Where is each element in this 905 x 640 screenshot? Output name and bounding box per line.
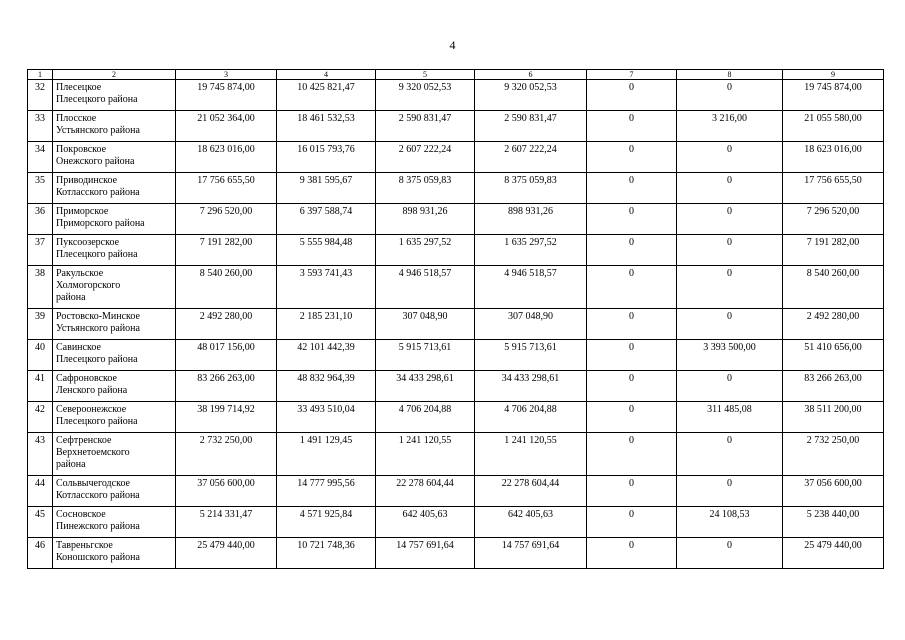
amount-cell: 1 635 297,52 [475, 235, 587, 266]
amount-cell: 19 745 874,00 [783, 80, 884, 111]
amount-cell: 1 635 297,52 [376, 235, 475, 266]
amount-cell: 1 241 120,55 [475, 433, 587, 476]
amount-cell: 1 241 120,55 [376, 433, 475, 476]
amount-cell: 25 479 440,00 [176, 538, 277, 569]
table-row [28, 309, 884, 340]
amount-cell: 898 931,26 [475, 204, 587, 235]
amount-cell: 48 832 964,39 [277, 371, 376, 402]
amount-cell: 6 397 588,74 [277, 204, 376, 235]
amount-cell: 2 590 831,47 [376, 111, 475, 142]
table-row [28, 340, 884, 371]
municipality-name-cell: Пуксоозерское Плесецкого района [53, 235, 176, 266]
amount-cell: 0 [587, 433, 677, 476]
table-row [28, 538, 884, 569]
table-row [28, 173, 884, 204]
amount-cell: 8 375 059,83 [475, 173, 587, 204]
amount-cell: 33 493 510,04 [277, 402, 376, 433]
table-row [28, 402, 884, 433]
amount-cell: 38 511 200,00 [783, 402, 884, 433]
amount-cell: 1 491 129,45 [277, 433, 376, 476]
amount-cell: 18 623 016,00 [176, 142, 277, 173]
municipality-name-cell: Сольвычегодское Котласского района [53, 476, 176, 507]
municipality-name-cell: Североонежское Плесецкого района [53, 402, 176, 433]
column-header-8: 8 [677, 70, 783, 80]
amount-cell: 0 [587, 476, 677, 507]
table-row [28, 266, 884, 309]
amount-cell: 5 555 984,48 [277, 235, 376, 266]
amount-cell: 2 492 280,00 [176, 309, 277, 340]
table-header-row [28, 70, 884, 80]
amount-cell: 9 320 052,53 [376, 80, 475, 111]
municipality-name-cell: Сосновское Пинежского района [53, 507, 176, 538]
row-number-cell: 38 [28, 266, 53, 309]
amount-cell: 5 915 713,61 [376, 340, 475, 371]
amount-cell: 24 108,53 [677, 507, 783, 538]
amount-cell: 9 320 052,53 [475, 80, 587, 111]
municipality-name-cell: Савинское Плесецкого района [53, 340, 176, 371]
amount-cell: 5 214 331,47 [176, 507, 277, 538]
amount-cell: 0 [677, 433, 783, 476]
amount-cell: 25 479 440,00 [783, 538, 884, 569]
amount-cell: 4 571 925,84 [277, 507, 376, 538]
amount-cell: 17 756 655,50 [783, 173, 884, 204]
amount-cell: 0 [677, 371, 783, 402]
amount-cell: 34 433 298,61 [475, 371, 587, 402]
amount-cell: 0 [677, 538, 783, 569]
table-row [28, 476, 884, 507]
row-number-cell: 40 [28, 340, 53, 371]
amount-cell: 0 [677, 235, 783, 266]
column-header-5: 5 [376, 70, 475, 80]
amount-cell: 2 607 222,24 [376, 142, 475, 173]
municipality-name-cell: Ростовско-Минское Устьянского района [53, 309, 176, 340]
amount-cell: 2 732 250,00 [783, 433, 884, 476]
row-number-cell: 32 [28, 80, 53, 111]
amount-cell: 0 [587, 111, 677, 142]
page-number: 4 [449, 38, 456, 52]
amount-cell: 48 017 156,00 [176, 340, 277, 371]
amount-cell: 0 [587, 235, 677, 266]
table-body [28, 80, 884, 569]
municipality-name-cell: Приморское Приморского района [53, 204, 176, 235]
amount-cell: 7 296 520,00 [783, 204, 884, 235]
amount-cell: 642 405,63 [475, 507, 587, 538]
table-row [28, 433, 884, 476]
amount-cell: 2 732 250,00 [176, 433, 277, 476]
table-row [28, 235, 884, 266]
amount-cell: 0 [587, 204, 677, 235]
table-row [28, 507, 884, 538]
amount-cell: 10 721 748,36 [277, 538, 376, 569]
amount-cell: 17 756 655,50 [176, 173, 277, 204]
amount-cell: 0 [587, 173, 677, 204]
table-row [28, 142, 884, 173]
amount-cell: 37 056 600,00 [176, 476, 277, 507]
amount-cell: 14 757 691,64 [376, 538, 475, 569]
amount-cell: 0 [587, 402, 677, 433]
amount-cell: 2 492 280,00 [783, 309, 884, 340]
amount-cell: 3 593 741,43 [277, 266, 376, 309]
row-number-cell: 46 [28, 538, 53, 569]
row-number-cell: 43 [28, 433, 53, 476]
amount-cell: 0 [587, 371, 677, 402]
amount-cell: 9 381 595,67 [277, 173, 376, 204]
amount-cell: 8 375 059,83 [376, 173, 475, 204]
table-row [28, 111, 884, 142]
row-number-cell: 45 [28, 507, 53, 538]
amount-cell: 0 [587, 507, 677, 538]
amount-cell: 311 485,08 [677, 402, 783, 433]
amount-cell: 0 [587, 142, 677, 173]
municipality-name-cell: Приводинское Котласского района [53, 173, 176, 204]
amount-cell: 4 706 204,88 [376, 402, 475, 433]
amount-cell: 0 [587, 266, 677, 309]
amount-cell: 22 278 604,44 [376, 476, 475, 507]
amount-cell: 83 266 263,00 [176, 371, 277, 402]
amount-cell: 0 [587, 309, 677, 340]
column-header-4: 4 [277, 70, 376, 80]
amount-cell: 0 [677, 204, 783, 235]
amount-cell: 0 [677, 80, 783, 111]
amount-cell: 0 [677, 266, 783, 309]
municipality-name-cell: Ракульское Холмогорского района [53, 266, 176, 309]
amount-cell: 5 238 440,00 [783, 507, 884, 538]
municipality-name-cell: Плесецкое Плесецкого района [53, 80, 176, 111]
amount-cell: 3 216,00 [677, 111, 783, 142]
amount-cell: 0 [677, 309, 783, 340]
municipality-name-cell: Сафроновское Ленского района [53, 371, 176, 402]
amount-cell: 2 185 231,10 [277, 309, 376, 340]
amount-cell: 51 410 656,00 [783, 340, 884, 371]
amount-cell: 0 [587, 80, 677, 111]
amount-cell: 0 [677, 142, 783, 173]
row-number-cell: 35 [28, 173, 53, 204]
amount-cell: 16 015 793,76 [277, 142, 376, 173]
amount-cell: 4 706 204,88 [475, 402, 587, 433]
row-number-cell: 44 [28, 476, 53, 507]
amount-cell: 14 777 995,56 [277, 476, 376, 507]
column-header-2: 2 [53, 70, 176, 80]
amount-cell: 2 590 831,47 [475, 111, 587, 142]
column-header-3: 3 [176, 70, 277, 80]
amount-cell: 42 101 442,39 [277, 340, 376, 371]
row-number-cell: 39 [28, 309, 53, 340]
amount-cell: 0 [677, 476, 783, 507]
amount-cell: 83 266 263,00 [783, 371, 884, 402]
amount-cell: 307 048,90 [376, 309, 475, 340]
table-row [28, 80, 884, 111]
amount-cell: 37 056 600,00 [783, 476, 884, 507]
column-header-7: 7 [587, 70, 677, 80]
amount-cell: 38 199 714,92 [176, 402, 277, 433]
table-row [28, 204, 884, 235]
amount-cell: 307 048,90 [475, 309, 587, 340]
row-number-cell: 36 [28, 204, 53, 235]
amount-cell: 0 [677, 173, 783, 204]
row-number-cell: 33 [28, 111, 53, 142]
amount-cell: 4 946 518,57 [475, 266, 587, 309]
amount-cell: 642 405,63 [376, 507, 475, 538]
amount-cell: 18 461 532,53 [277, 111, 376, 142]
data-table [27, 69, 884, 569]
amount-cell: 22 278 604,44 [475, 476, 587, 507]
amount-cell: 5 915 713,61 [475, 340, 587, 371]
amount-cell: 21 055 580,00 [783, 111, 884, 142]
amount-cell: 4 946 518,57 [376, 266, 475, 309]
amount-cell: 3 393 500,00 [677, 340, 783, 371]
amount-cell: 10 425 821,47 [277, 80, 376, 111]
table-row [28, 371, 884, 402]
column-header-6: 6 [475, 70, 587, 80]
amount-cell: 14 757 691,64 [475, 538, 587, 569]
amount-cell: 898 931,26 [376, 204, 475, 235]
amount-cell: 0 [587, 340, 677, 371]
row-number-cell: 42 [28, 402, 53, 433]
amount-cell: 7 191 282,00 [176, 235, 277, 266]
amount-cell: 21 052 364,00 [176, 111, 277, 142]
municipality-name-cell: Тавреньгское Коношского района [53, 538, 176, 569]
column-header-9: 9 [783, 70, 884, 80]
municipality-name-cell: Плосское Устьянского района [53, 111, 176, 142]
column-header-1: 1 [28, 70, 53, 80]
amount-cell: 0 [587, 538, 677, 569]
amount-cell: 19 745 874,00 [176, 80, 277, 111]
amount-cell: 8 540 260,00 [176, 266, 277, 309]
row-number-cell: 34 [28, 142, 53, 173]
municipality-name-cell: Сефтренское Верхнетоемского района [53, 433, 176, 476]
amount-cell: 34 433 298,61 [376, 371, 475, 402]
amount-cell: 7 296 520,00 [176, 204, 277, 235]
row-number-cell: 41 [28, 371, 53, 402]
amount-cell: 18 623 016,00 [783, 142, 884, 173]
amount-cell: 7 191 282,00 [783, 235, 884, 266]
row-number-cell: 37 [28, 235, 53, 266]
municipality-name-cell: Покровское Онежского района [53, 142, 176, 173]
amount-cell: 8 540 260,00 [783, 266, 884, 309]
amount-cell: 2 607 222,24 [475, 142, 587, 173]
